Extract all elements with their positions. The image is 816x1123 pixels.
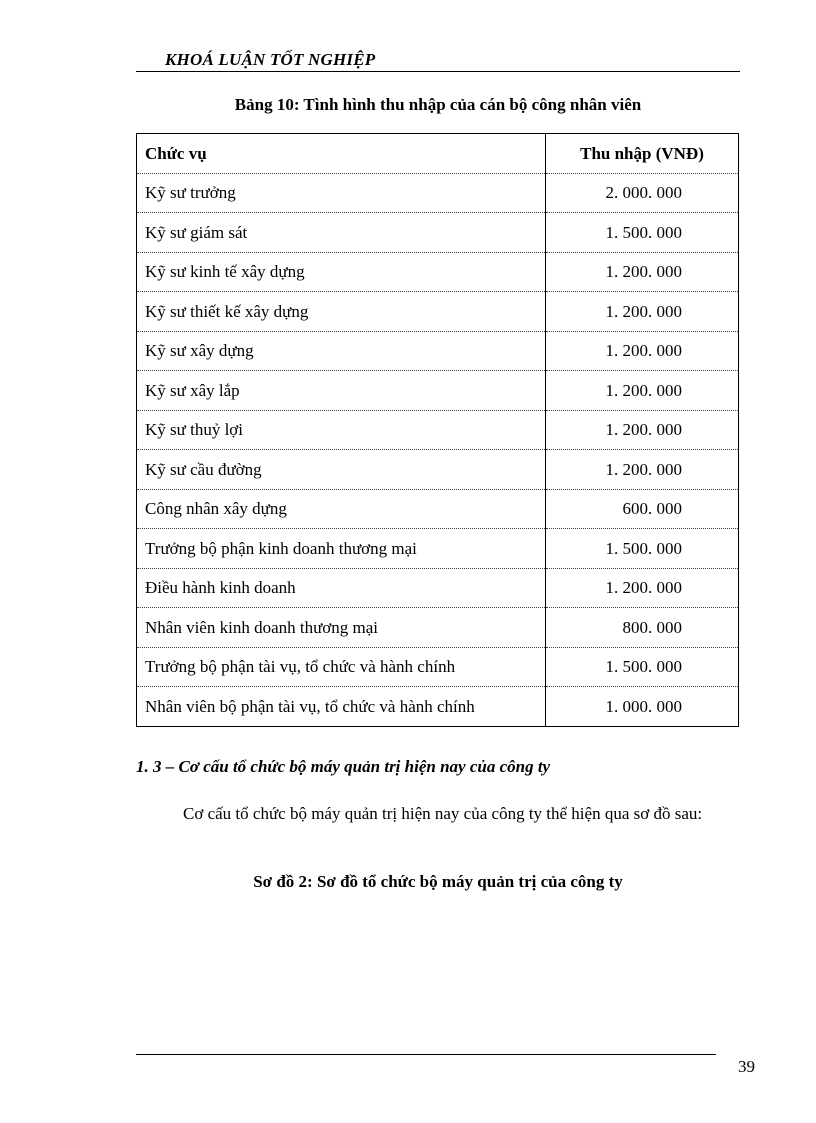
position-cell: Kỹ sư giám sát: [137, 213, 546, 253]
position-cell: Kỹ sư cầu đường: [137, 450, 546, 490]
income-cell: 1. 200. 000: [546, 450, 739, 490]
income-cell: 1. 200. 000: [546, 292, 739, 332]
page-number: 39: [738, 1057, 755, 1076]
table-row: [137, 371, 739, 411]
table-row: [137, 568, 739, 608]
position-cell: Kỹ sư thiết kế xây dựng: [137, 292, 546, 332]
column-header-income: Thu nhập (VNĐ): [546, 134, 739, 174]
income-cell: 2. 000. 000: [546, 173, 739, 213]
table-row: [137, 331, 739, 371]
position-cell: Kỹ sư thuỷ lợi: [137, 410, 546, 450]
income-cell: 1. 200. 000: [546, 568, 739, 608]
table-row: [137, 489, 739, 529]
table-row: [137, 252, 739, 292]
position-cell: Kỹ sư kinh tế xây dựng: [137, 252, 546, 292]
table-row: [137, 292, 739, 332]
income-cell: 1. 500. 000: [546, 529, 739, 569]
table-row: [137, 529, 739, 569]
income-table: [136, 133, 739, 727]
body-paragraph: Cơ cấu tổ chức bộ máy quản trị hiện nay của công ty thể hiện qua sơ đồ sau:: [183, 804, 703, 823]
table-row: [137, 647, 739, 687]
position-cell: Trưởng bộ phận tài vụ, tổ chức và hành chính: [137, 647, 546, 687]
diagram-caption: Sơ đồ 2: Sơ đồ tổ chức bộ máy quản trị của công ty: [253, 872, 623, 891]
table-row: [137, 213, 739, 253]
footer-divider: [136, 1054, 716, 1055]
position-cell: Kỹ sư trưởng: [137, 173, 546, 213]
table-header-row: [137, 134, 739, 174]
table-row: [137, 608, 739, 648]
income-cell: 1. 200. 000: [546, 252, 739, 292]
income-cell: 600. 000: [546, 489, 739, 529]
column-header-position: Chức vụ: [137, 134, 546, 174]
table-row: [137, 173, 739, 213]
section-heading: 1. 3 – Cơ cấu tổ chức bộ máy quản trị hiện nay của công ty: [136, 757, 551, 776]
income-cell: 1. 200. 000: [546, 371, 739, 411]
table-caption: Bảng 10: Tình hình thu nhập của cán bộ công nhân viên: [234, 95, 642, 114]
position-cell: Điều hành kinh doanh: [137, 568, 546, 608]
income-cell: 800. 000: [546, 608, 739, 648]
income-cell: 1. 500. 000: [546, 647, 739, 687]
position-cell: Kỹ sư xây lắp: [137, 371, 546, 411]
table-row: [137, 687, 739, 727]
position-cell: Công nhân xây dựng: [137, 489, 546, 529]
header-divider: [136, 71, 740, 72]
table-row: [137, 450, 739, 490]
table-row: [137, 410, 739, 450]
income-cell: 1. 200. 000: [546, 331, 739, 371]
position-cell: Nhân viên bộ phận tài vụ, tổ chức và hành chính: [137, 687, 546, 727]
header-title: KHOÁ LUẬN TỐT NGHIỆP: [165, 50, 376, 69]
position-cell: Trưởng bộ phận kinh doanh thương mại: [137, 529, 546, 569]
income-cell: 1. 200. 000: [546, 410, 739, 450]
position-cell: Nhân viên kinh doanh thương mại: [137, 608, 546, 648]
position-cell: Kỹ sư xây dựng: [137, 331, 546, 371]
income-cell: 1. 500. 000: [546, 213, 739, 253]
income-cell: 1. 000. 000: [546, 687, 739, 727]
